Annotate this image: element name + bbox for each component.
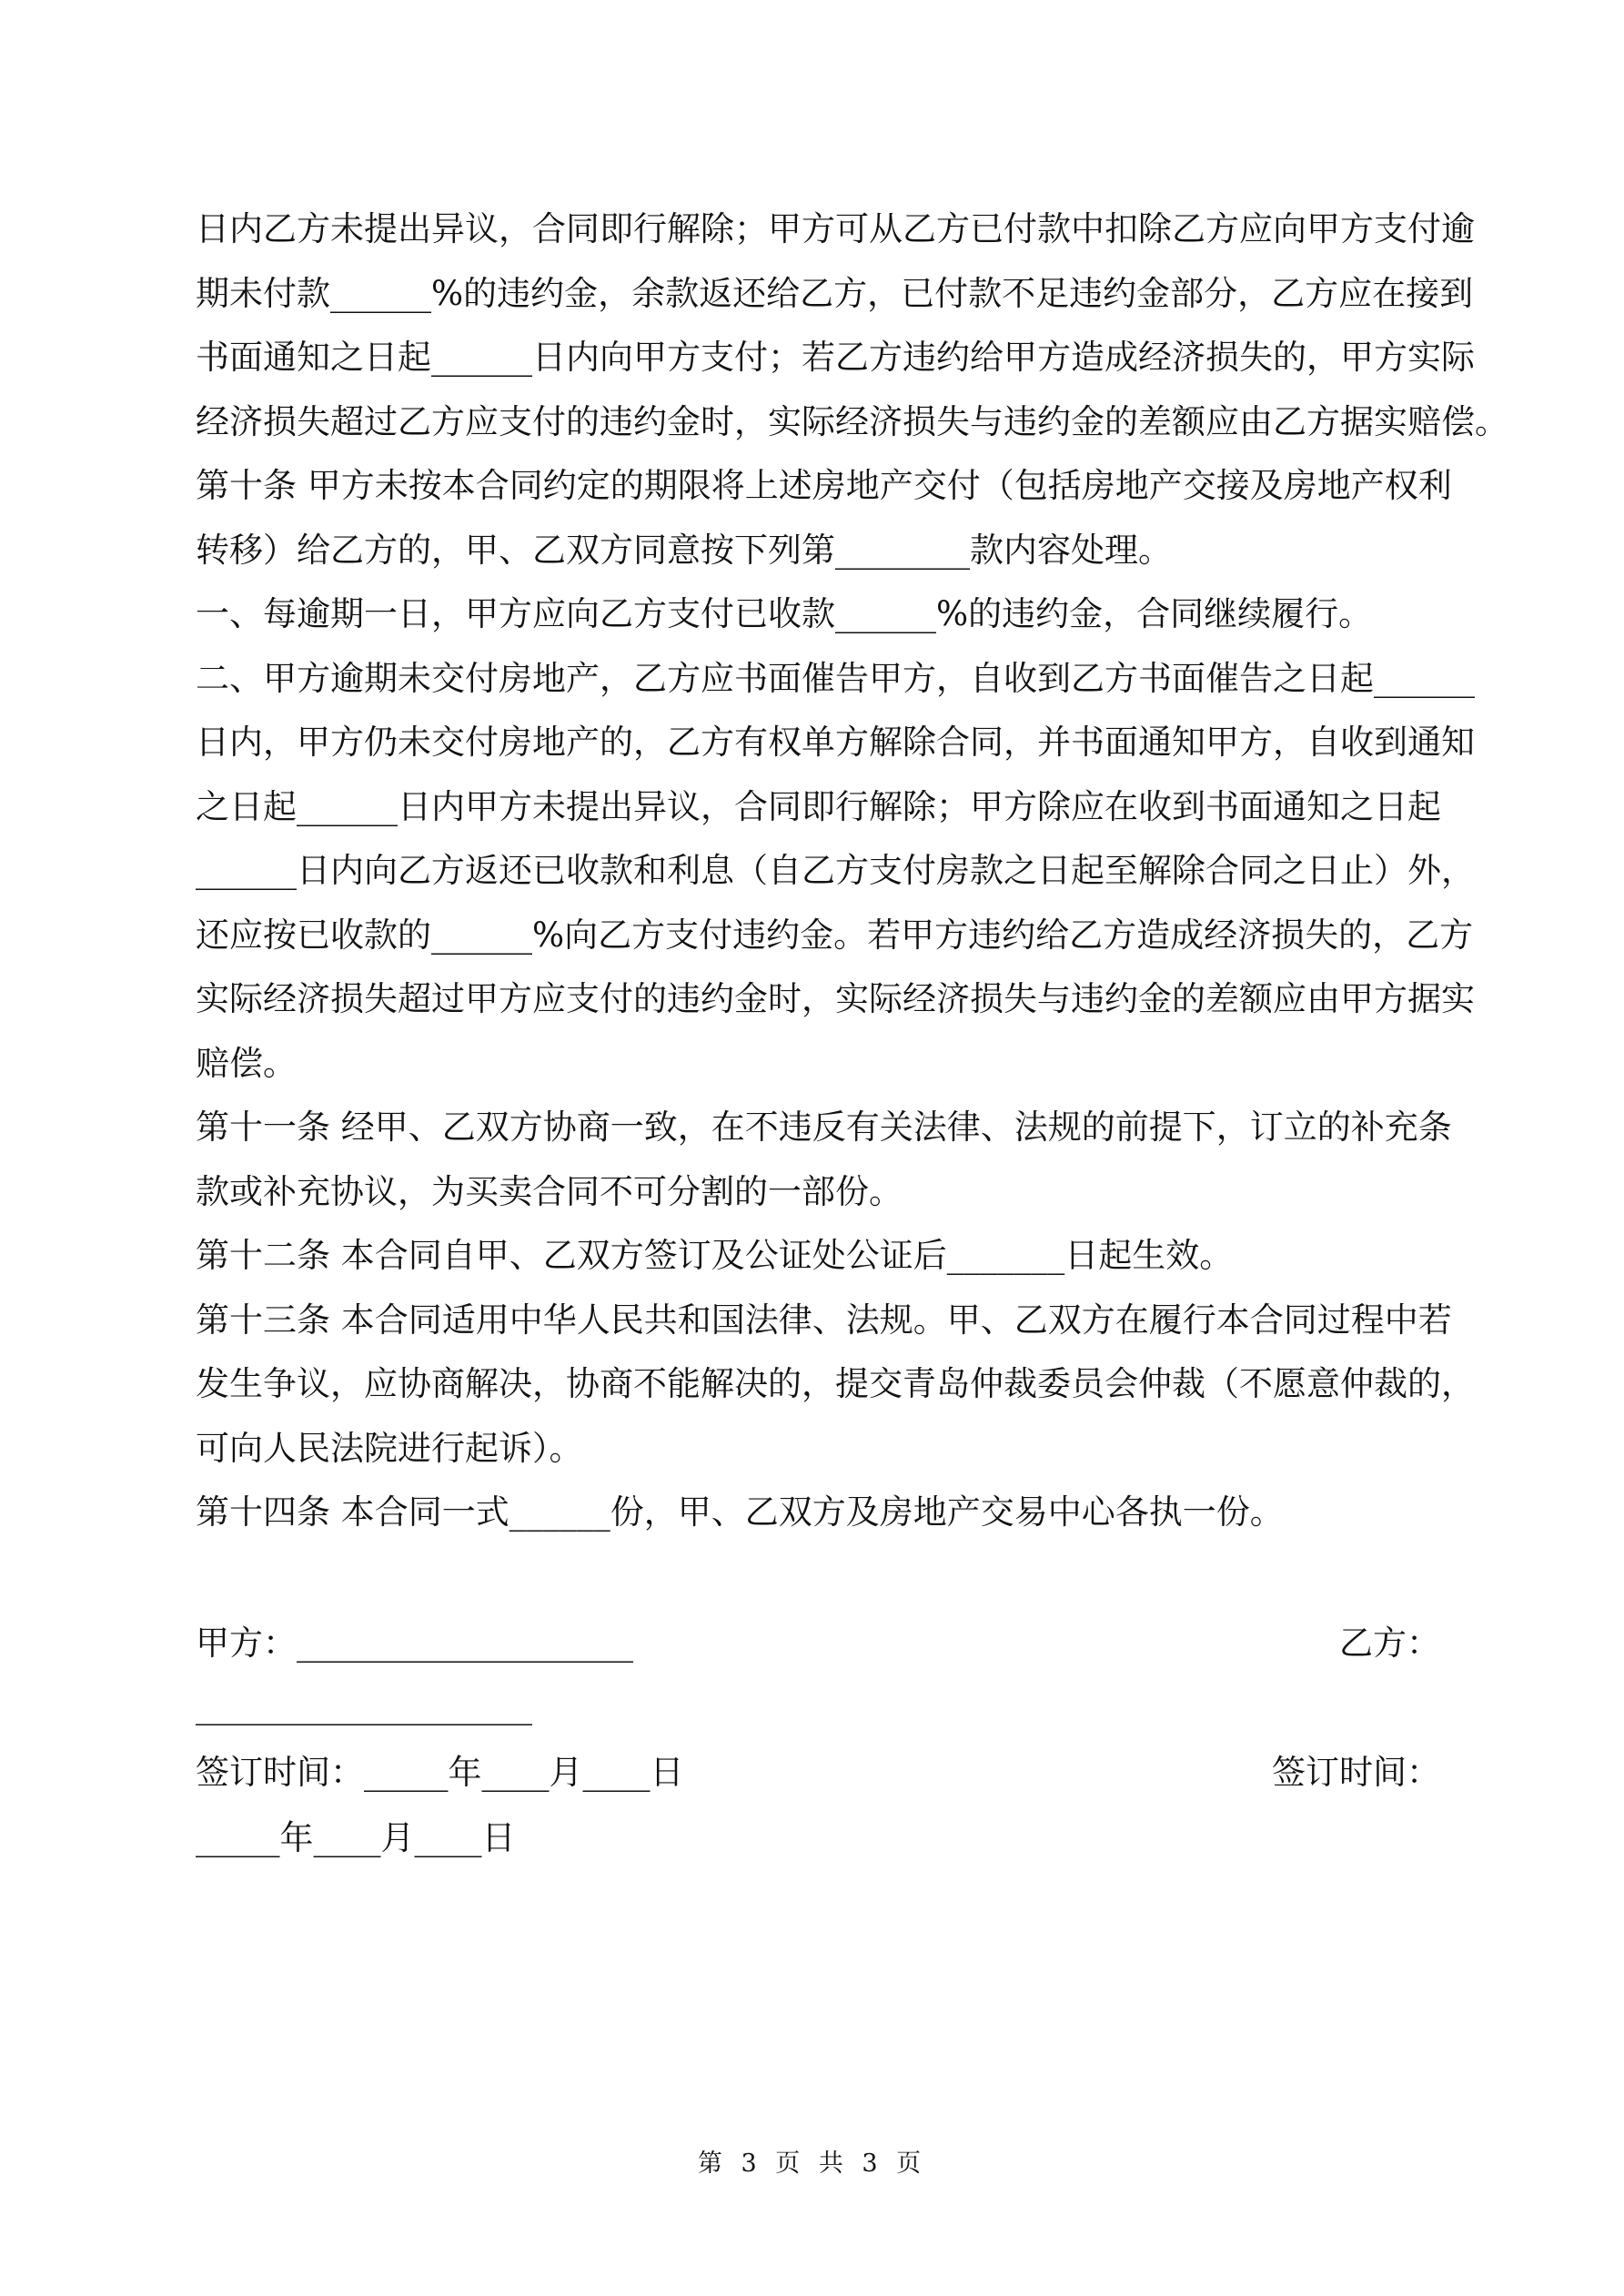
signature-row-parties <box>196 1612 1440 1675</box>
text-line: 第十四条 本合同一式______份，甲、乙双方及房地产交易中心各执一份。 <box>196 1492 1284 1532</box>
text-line: 款或补充协议，为买卖合同不可分割的一部份。 <box>196 1171 903 1211</box>
text-line: 期未付款______%的违约金，余款返还给乙方，已付款不足违约金部分，乙方应在接到 <box>196 273 1474 313</box>
contract-body <box>196 197 1508 1545</box>
text-line: 可向人民法院进行起诉）。 <box>196 1428 583 1468</box>
signature-row-dates <box>196 1741 1440 1805</box>
text-line: 实际经济损失超过甲方应支付的违约金时，实际经济损失与违约金的差额应由甲方据实 <box>196 979 1475 1018</box>
party-b-sign-date-label: 签订时间： <box>1272 1753 1440 1792</box>
party-a-sign-date: 签订时间：_____年____月____日 <box>196 1753 684 1792</box>
party-b-sign-date: _____年____月____日 <box>196 1818 516 1857</box>
text-line: 第十二条 本合同自甲、乙双方签订及公证处公证后_______日起生效。 <box>196 1236 1234 1275</box>
party-b-signature-line: ____________________ <box>196 1686 532 1725</box>
text-line: 之日起______日内甲方未提出异议，合同即行解除；甲方除应在收到书面通知之日起 <box>196 786 1441 826</box>
party-a-signature: 甲方：____________________ <box>196 1623 633 1663</box>
text-line: 第十条 甲方未按本合同约定的期限将上述房地产交付（包括房地产交接及房地产权利 <box>196 466 1452 505</box>
party-b-label: 乙方： <box>1339 1623 1440 1663</box>
text-line: 转移）给乙方的，甲、乙双方同意按下列第________款内容处理。 <box>196 530 1172 570</box>
text-line: 第十一条 经甲、乙双方协商一致，在不违反有关法律、法规的前提下，订立的补充条 <box>196 1108 1452 1147</box>
text-line: 赔偿。 <box>196 1043 297 1083</box>
page-number: 第 3 页 共 3 页 <box>697 2149 927 2178</box>
text-line: 日内乙方未提出异议，合同即行解除；甲方可从乙方已付款中扣除乙方应向甲方支付逾 <box>196 209 1475 248</box>
text-line: 发生争议，应协商解决，协商不能解决的，提交青岛仲裁委员会仲裁（不愿意仲裁的， <box>196 1364 1475 1403</box>
text-line: 还应按已收款的______%向乙方支付违约金。若甲方违约给乙方造成经济损失的，乙方 <box>196 915 1474 955</box>
text-line: 一、每逾期一日，甲方应向乙方支付已收款______%的违约金，合同继续履行。 <box>196 594 1373 633</box>
text-line: 日内，甲方仍未交付房地产的，乙方有权单方解除合同，并书面通知甲方，自收到通知 <box>196 723 1475 762</box>
text-line: 经济损失超过乙方应支付的违约金时，实际经济损失与违约金的差额应由乙方据实赔偿。 <box>196 401 1508 441</box>
text-line: 第十三条 本合同适用中华人民共和国法律、法规。甲、乙双方在履行本合同过程中若 <box>196 1300 1452 1340</box>
text-line: ______日内向乙方返还已收款和利息（自乙方支付房款之日起至解除合同之日止）外， <box>196 851 1475 890</box>
text-line: 二、甲方逾期未交付房地产，乙方应书面催告甲方，自收到乙方书面催告之日起______ <box>196 658 1475 698</box>
text-line: 书面通知之日起______日内向甲方支付；若乙方违约给甲方造成经济损失的，甲方实际 <box>196 338 1475 377</box>
